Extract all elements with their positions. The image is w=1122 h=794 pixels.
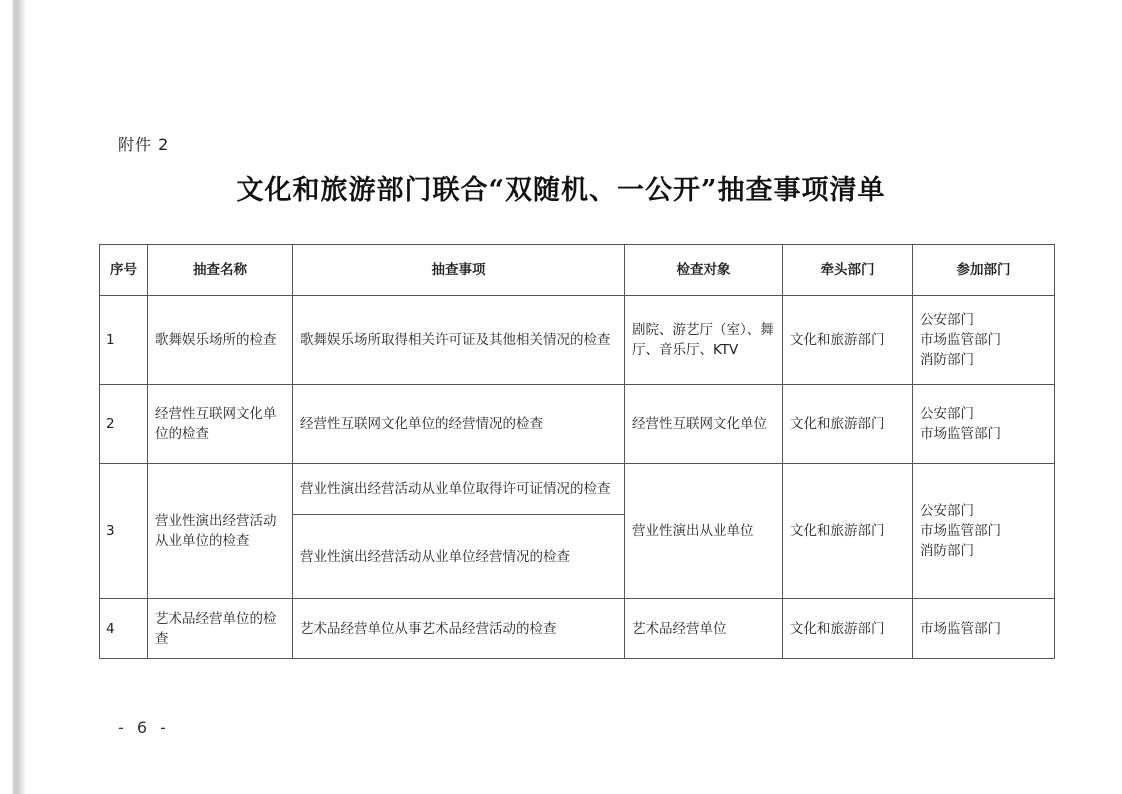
participant: 公安部门	[920, 503, 974, 519]
row-index: 1	[100, 296, 148, 385]
row-item: 歌舞娱乐场所取得相关许可证及其他相关情况的检查	[293, 296, 625, 385]
scan-edge-shadow	[0, 0, 26, 794]
row-target: 艺术品经营单位	[625, 599, 783, 659]
row-item: 营业性演出经营活动从业单位取得许可证情况的检查	[293, 464, 625, 515]
participant: 消防部门	[920, 352, 974, 368]
column-header-participants: 参加部门	[913, 245, 1055, 296]
row-target: 经营性互联网文化单位	[625, 385, 783, 464]
column-header-name: 抽查名称	[148, 245, 293, 296]
table-row	[100, 385, 1055, 464]
table-row	[100, 464, 1055, 515]
attachment-label: 附件 2	[118, 135, 170, 154]
row-name: 歌舞娱乐场所的检查	[148, 296, 293, 385]
row-index: 2	[100, 385, 148, 464]
table-row	[100, 599, 1055, 659]
participant: 公安部门	[920, 406, 974, 422]
row-lead: 文化和旅游部门	[783, 599, 913, 659]
column-header-lead: 牵头部门	[783, 245, 913, 296]
participant: 市场监管部门	[920, 426, 1001, 442]
participant: 市场监管部门	[920, 523, 1001, 539]
participant: 市场监管部门	[920, 332, 1001, 348]
row-item: 营业性演出经营活动从业单位经营情况的检查	[293, 515, 625, 599]
document-title: 文化和旅游部门联合“双随机、一公开”抽查事项清单	[236, 175, 886, 206]
table-row	[100, 296, 1055, 385]
row-name: 营业性演出经营活动从业单位的检查	[148, 464, 293, 599]
row-participants	[913, 464, 1055, 599]
row-participants	[913, 385, 1055, 464]
table-header-row	[100, 245, 1055, 296]
row-item: 艺术品经营单位从事艺术品经营活动的检查	[293, 599, 625, 659]
row-lead: 文化和旅游部门	[783, 296, 913, 385]
participant: 公安部门	[920, 312, 974, 328]
row-participants	[913, 296, 1055, 385]
participant: 消防部门	[920, 543, 974, 559]
column-header-items: 抽查事项	[293, 245, 625, 296]
column-header-index: 序号	[100, 245, 148, 296]
row-index: 4	[100, 599, 148, 659]
row-index: 3	[100, 464, 148, 599]
row-name: 艺术品经营单位的检查	[148, 599, 293, 659]
row-target: 剧院、游艺厅（室）、舞厅、音乐厅、KTV	[625, 296, 783, 385]
row-lead: 文化和旅游部门	[783, 385, 913, 464]
row-name: 经营性互联网文化单位的检查	[148, 385, 293, 464]
row-participants	[913, 599, 1055, 659]
row-target: 营业性演出从业单位	[625, 464, 783, 599]
row-item: 经营性互联网文化单位的经营情况的检查	[293, 385, 625, 464]
row-lead: 文化和旅游部门	[783, 464, 913, 599]
column-header-target: 检查对象	[625, 245, 783, 296]
page-number: - 6 -	[118, 718, 170, 737]
participant: 市场监管部门	[920, 620, 1001, 637]
inspection-table	[99, 244, 1055, 659]
